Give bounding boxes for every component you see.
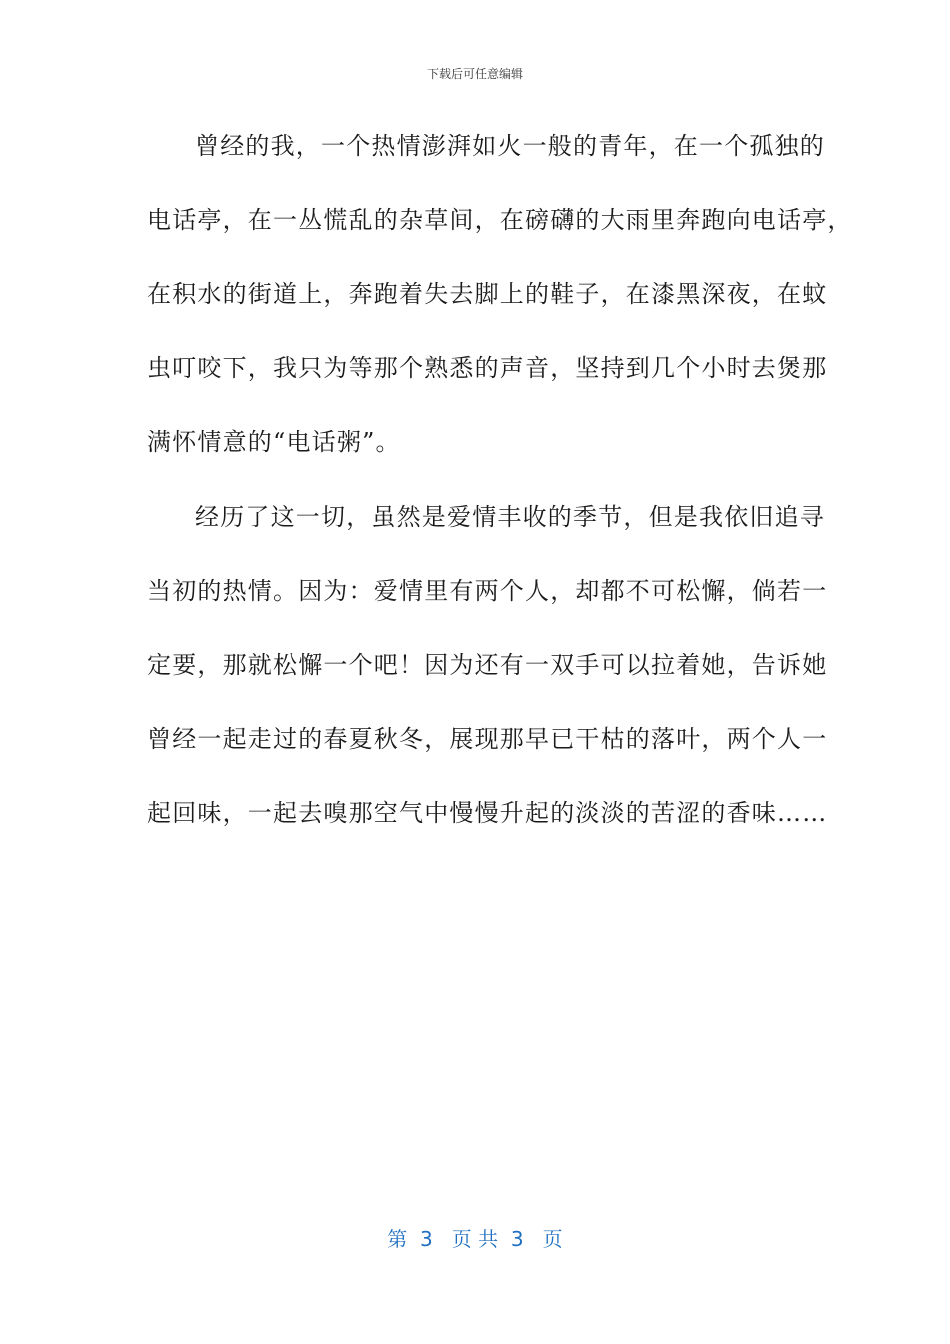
text-line: 起回味，一起去嗅那空气中慢慢升起的淡淡的苦涩的香味…… [147,799,828,827]
page-header-note: 下载后可任意编辑 [426,67,523,81]
text-line: 当初的热情。因为：爱情里有两个人，却都不可松懈，倘若一 [147,577,828,605]
text-line: 电话亭，在一丛慌乱的杂草间，在磅礴的大雨里奔跑向电话亭， [147,206,853,234]
text-line: 虫叮咬下，我只为等那个熟悉的声音，坚持到几个小时去煲那 [147,354,828,382]
text-line: 满怀情意的“电话粥”。 [147,428,401,456]
text-line: 在积水的街道上，奔跑着失去脚上的鞋子，在漆黑深夜，在蚊 [147,280,828,308]
page-number-footer: 第 3 页 共 3 页 [387,1227,563,1251]
text-line: 曾经一起走过的春夏秋冬，展现那早已干枯的落叶，两个人一 [147,725,828,753]
text-line: 经历了这一切，虽然是爱情丰收的季节，但是我依旧追寻 [195,503,825,531]
text-line: 定要，那就松懈一个吧！因为还有一双手可以拉着她，告诉她 [147,651,828,679]
text-line: 曾经的我，一个热情澎湃如火一般的青年，在一个孤独的 [195,132,825,160]
